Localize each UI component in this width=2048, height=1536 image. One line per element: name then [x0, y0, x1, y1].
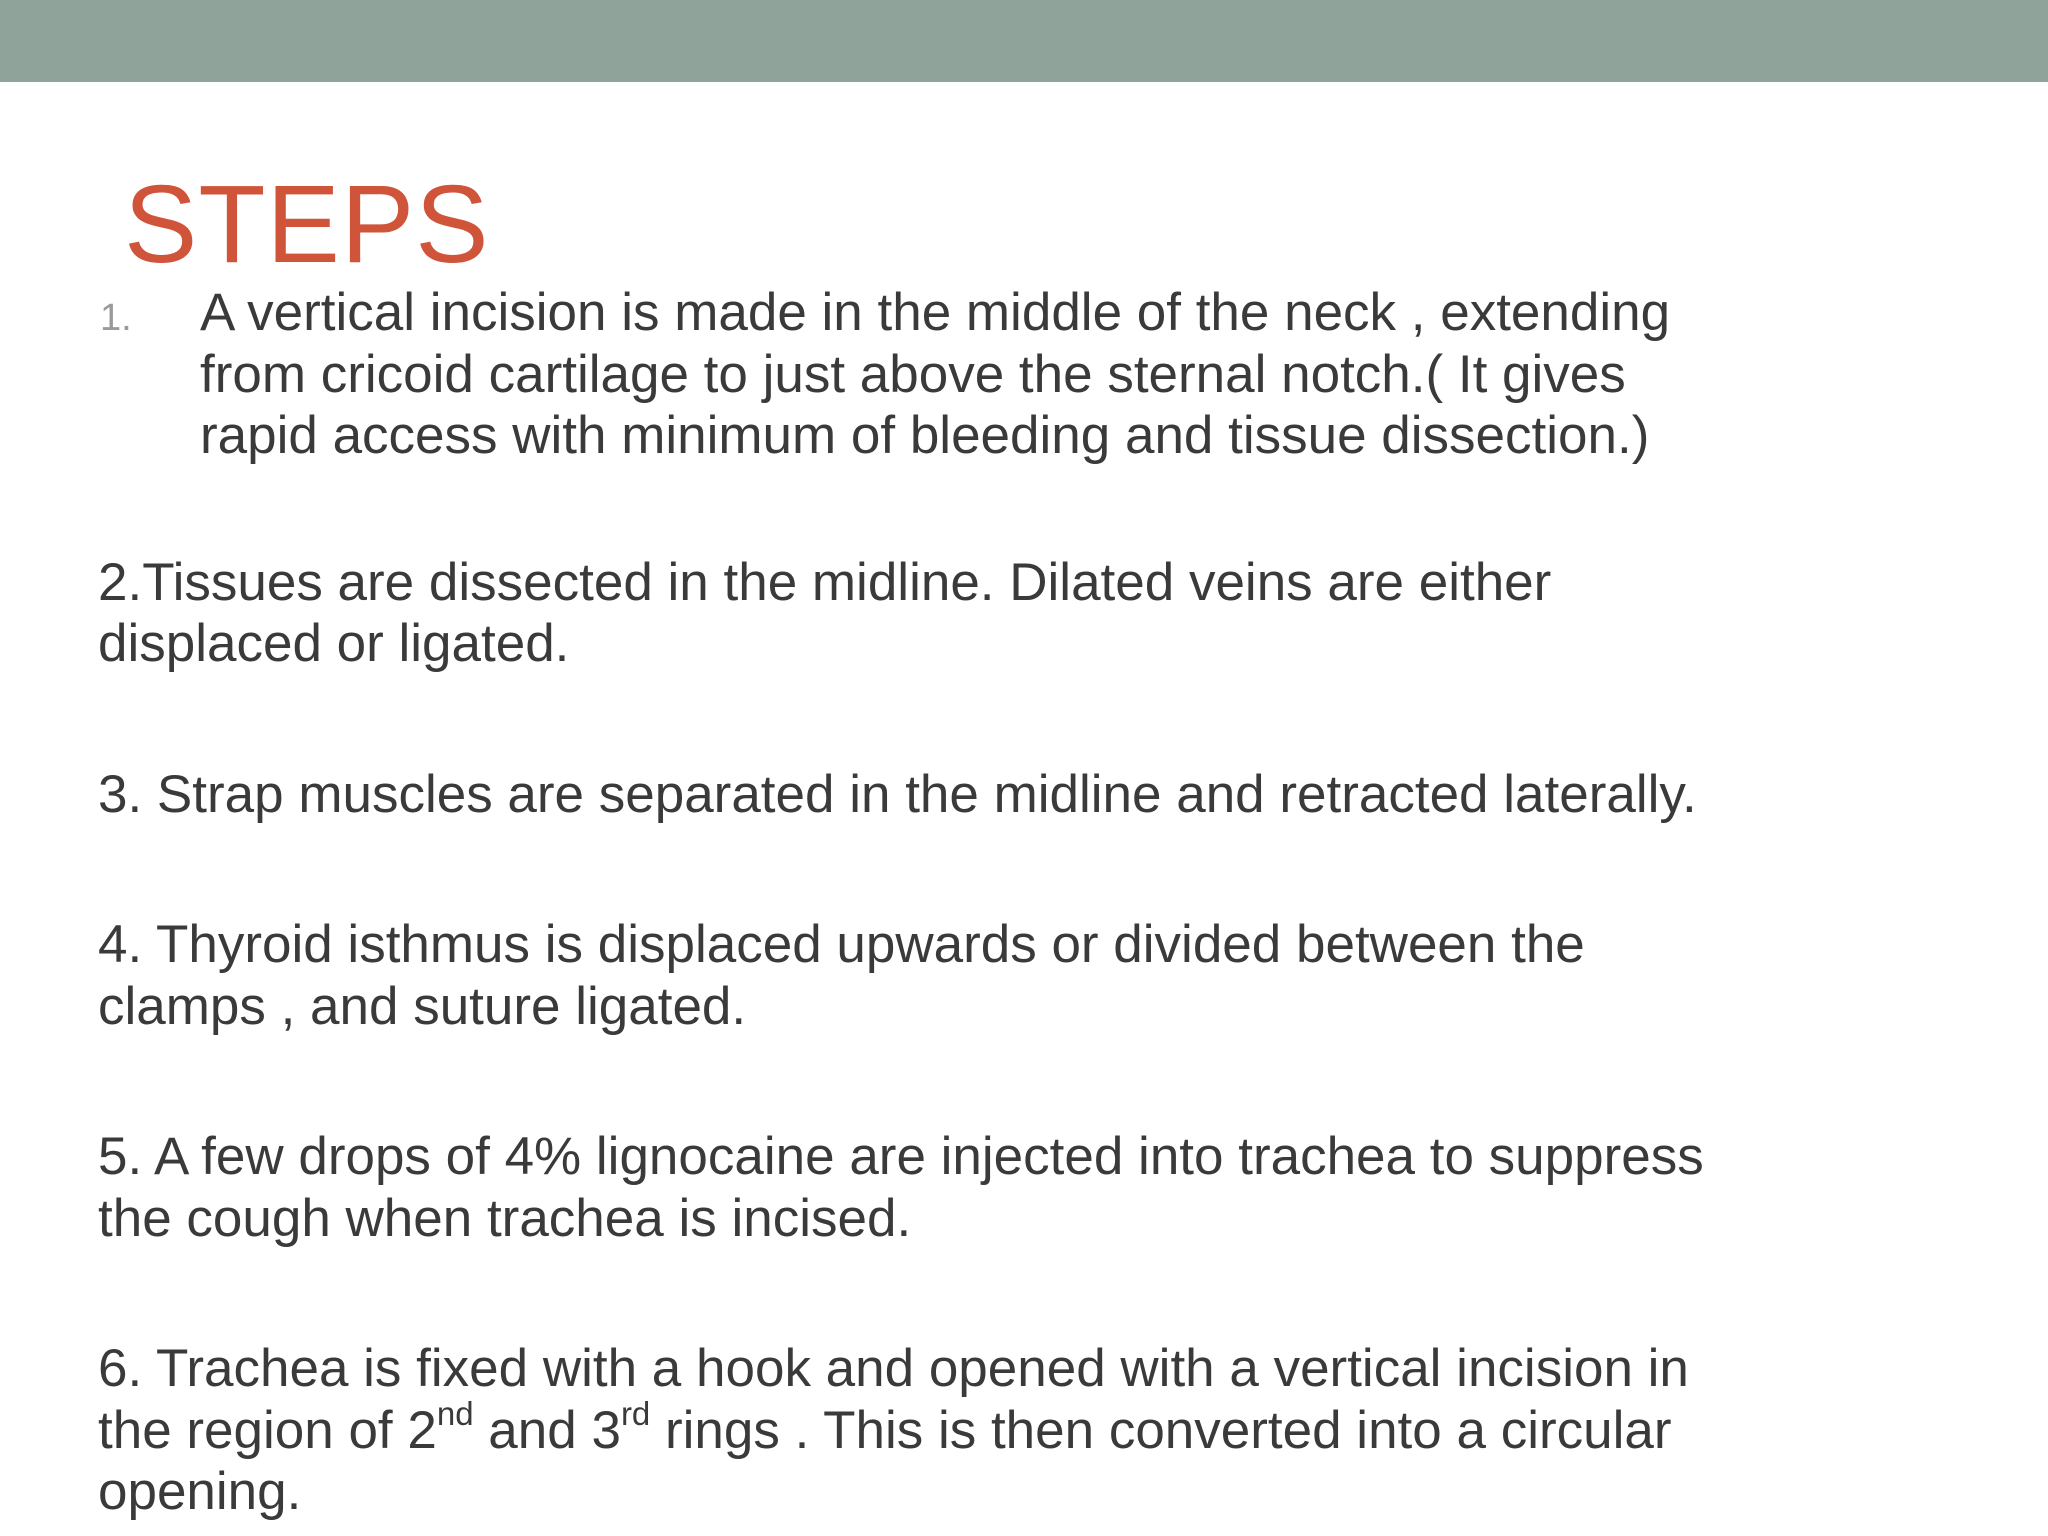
step-4: [98, 914, 1978, 1037]
step-6-line-3: opening.: [98, 1462, 302, 1521]
step-6-superscript-nd: nd: [436, 1394, 474, 1432]
step-4-line-2: clamps , and suture ligated.: [98, 976, 747, 1036]
step-5-line-1: 5. A few drops of 4% lignocaine are injected into trachea to suppress: [98, 1127, 1704, 1186]
step-2: [98, 552, 1978, 675]
step-6-superscript-rd: rd: [620, 1394, 651, 1432]
step-3-line-1: 3. Strap muscles are separated in the midline and retracted laterally.: [98, 764, 1697, 824]
step-3: [98, 764, 1978, 826]
step-6-line-1: 6. Trachea is fixed with a hook and opened with a vertical incision in: [98, 1339, 1689, 1398]
step-6-line-2a: the region of 2: [98, 1400, 437, 1460]
step-1-number: 1.: [100, 297, 132, 339]
step-1-line-3: rapid access with minimum of bleeding and tissue dissection.): [200, 406, 1650, 465]
step-6-line-2b: and 3: [473, 1400, 621, 1460]
step-2-line-2: displaced or ligated.: [98, 614, 570, 673]
step-2-line-1: 2.Tissues are dissected in the midline. Dilated veins are either: [98, 552, 1552, 612]
top-color-band: [0, 0, 2048, 82]
step-4-line-1: 4. Thyroid isthmus is displaced upwards or divided between the: [98, 915, 1585, 974]
step-6: [98, 1338, 1978, 1523]
step-1-line-2: from cricoid cartilage to just above the sternal notch.( It gives: [200, 344, 1626, 404]
step-5-line-2: the cough when trachea is incised.: [98, 1188, 912, 1248]
step-6-line-2c: rings . This is then converted into a circular: [650, 1400, 1672, 1460]
step-1-line-1: A vertical incision is made in the middle of the neck , extending: [200, 283, 1671, 342]
slide-title: STEPS: [124, 163, 490, 286]
step-1: [98, 282, 1978, 467]
steps-list: [98, 282, 1978, 1523]
step-5: [98, 1126, 1978, 1249]
